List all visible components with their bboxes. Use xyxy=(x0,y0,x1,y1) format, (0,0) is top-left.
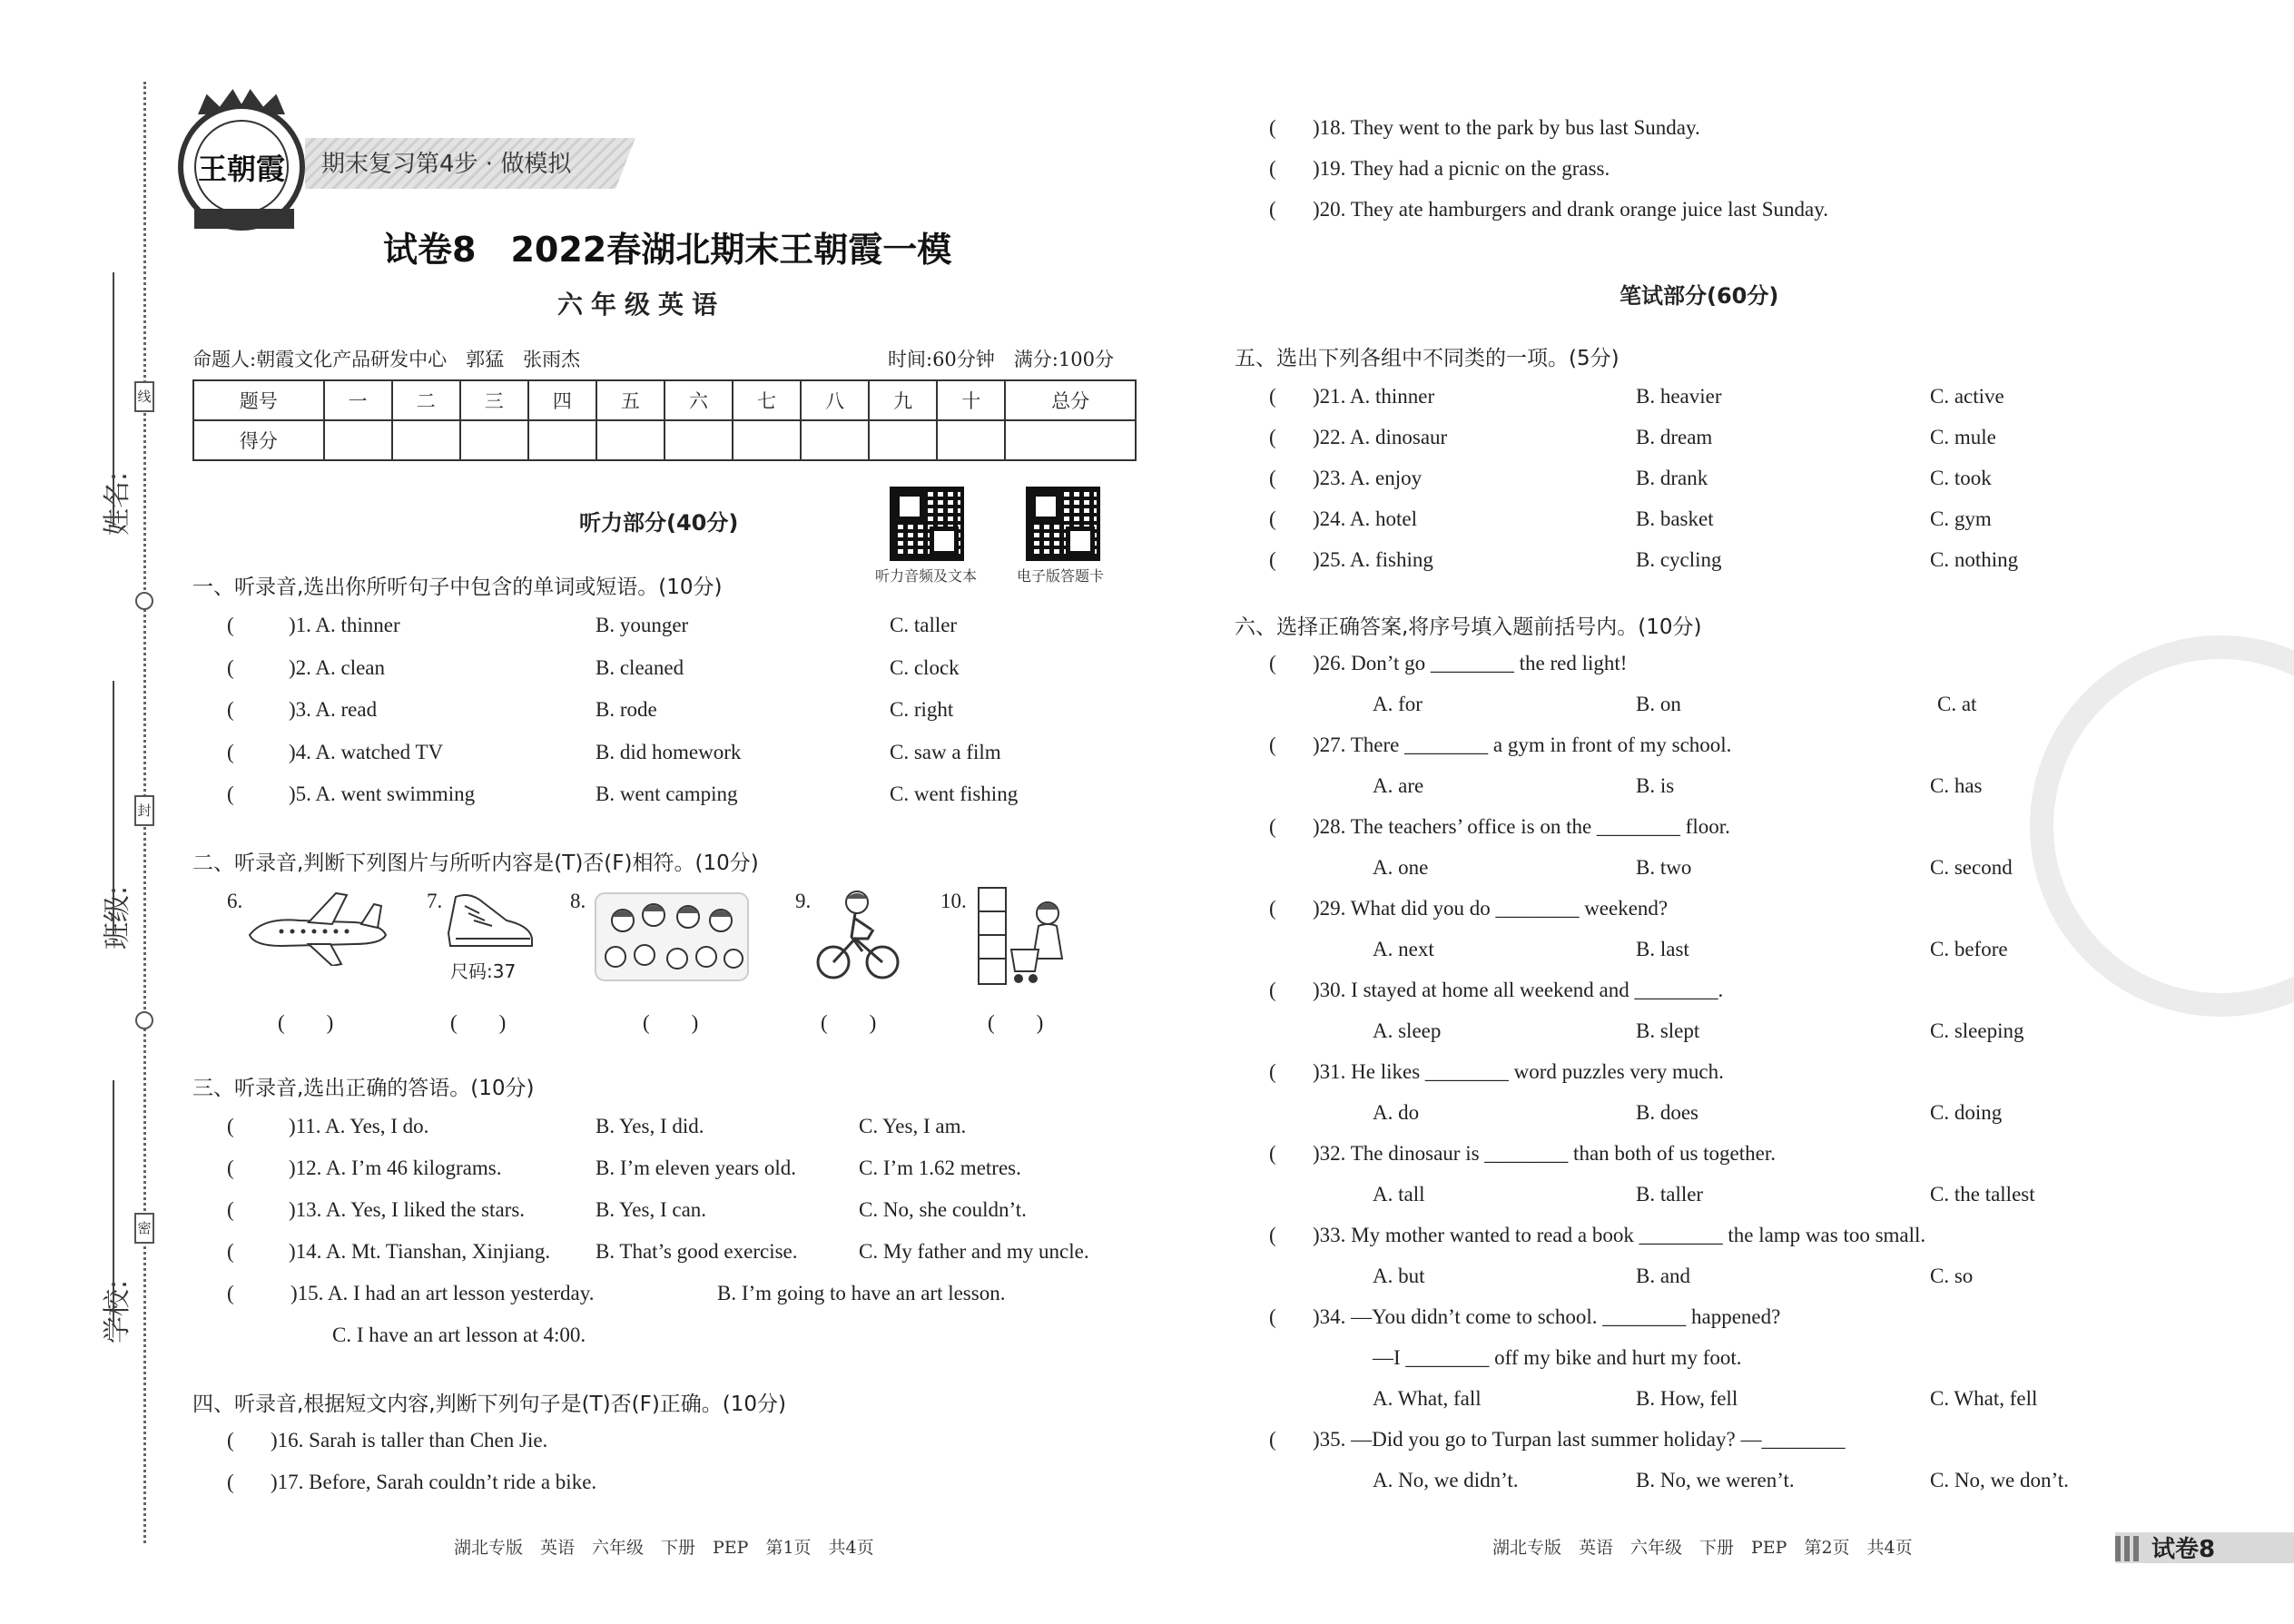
score-table-header-cell: 三 xyxy=(460,380,528,420)
score-entry-cell[interactable] xyxy=(324,420,392,460)
question-option-b: B. on xyxy=(1636,693,1681,715)
question-option-c: C. so xyxy=(1930,1265,1974,1287)
logo-text: 王朝霞 xyxy=(194,120,289,214)
classroom-people-picture xyxy=(594,890,750,982)
question-option-a: )12. A. I’m 46 kilograms. xyxy=(289,1156,502,1179)
question-option-b: B. dream xyxy=(1636,426,1713,448)
score-table-header-cell: 一 xyxy=(324,380,392,420)
answer-paren[interactable]: ( xyxy=(1269,979,1276,1001)
qr-caption-audio: 听力音频及文本 xyxy=(875,567,978,585)
question-stem: )30. I stayed at home all weekend and ________. xyxy=(1313,979,1724,1001)
answer-paren[interactable]: ( xyxy=(227,698,234,721)
score-entry-cell[interactable] xyxy=(937,420,1005,460)
answer-paren[interactable]: ( xyxy=(1269,815,1276,838)
question-option-a: )11. A. Yes, I do. xyxy=(289,1115,429,1137)
seal-mark-mi: 密 xyxy=(134,1213,154,1244)
time-line: 时间:60分钟 满分:100分 xyxy=(888,349,1114,370)
part4-title: 四、听录音,根据短文内容,判断下列句子是(T)否(F)正确。(10分) xyxy=(192,1393,787,1416)
boy-cycling-picture xyxy=(815,888,901,982)
answer-paren[interactable]: ( xyxy=(1269,897,1276,920)
picture-number-6: 6. xyxy=(227,890,243,912)
question-option-a: A. do xyxy=(1373,1101,1420,1124)
page-title: 试卷8 2022春湖北期末王朝霞一模 xyxy=(383,230,952,270)
question-option-b: B. cleaned xyxy=(596,655,684,679)
answer-paren[interactable]: ( xyxy=(1269,733,1276,756)
class-line xyxy=(113,681,114,935)
score-entry-cell[interactable] xyxy=(733,420,801,460)
class-label: 班级: xyxy=(102,885,133,950)
question-option-b: B. went camping xyxy=(596,782,738,805)
answer-paren[interactable]: ( xyxy=(227,1115,234,1137)
question-option-b: B. two xyxy=(1636,856,1692,879)
question-option-b: B. is xyxy=(1636,774,1675,797)
answer-paren[interactable]: ( xyxy=(1269,467,1276,489)
q15-option-c: C. I have an art lesson at 4:00. xyxy=(332,1324,586,1346)
answer-paren-34[interactable]: ( xyxy=(1269,1305,1276,1328)
answer-paren[interactable]: ( xyxy=(227,1156,234,1179)
question-option-c: C. nothing xyxy=(1930,548,2019,571)
statement-text: )16. Sarah is taller than Chen Jie. xyxy=(271,1429,548,1452)
question-option-b: B. heavier xyxy=(1636,385,1722,408)
question-option-c: C. I’m 1.62 metres. xyxy=(859,1156,1021,1179)
score-entry-cell[interactable] xyxy=(869,420,937,460)
score-entry-cell[interactable] xyxy=(801,420,869,460)
question-option-a: )13. A. Yes, I liked the stars. xyxy=(289,1198,526,1221)
answer-paren-7[interactable]: ( ) xyxy=(450,1011,507,1034)
question-option-a: A. for xyxy=(1373,693,1423,715)
q35-option-c: C. No, we don’t. xyxy=(1930,1469,2069,1491)
score-table-header-row xyxy=(193,380,1136,420)
school-line xyxy=(113,1080,114,1325)
seal-mark-xian: 线 xyxy=(134,381,154,412)
question-stem: )28. The teachers’ office is on the ________ floor. xyxy=(1313,815,1730,838)
question-option-b: B. taller xyxy=(1636,1183,1704,1206)
question-option-c: C. clock xyxy=(890,655,960,679)
question-option-a: )2. A. clean xyxy=(289,655,386,679)
answer-paren-9[interactable]: ( ) xyxy=(821,1011,877,1034)
q34-stem-reply: —I ________ off my bike and hurt my foot. xyxy=(1373,1346,1742,1369)
answer-paren[interactable]: ( xyxy=(227,740,234,763)
question-option-c: C. went fishing xyxy=(890,782,1019,805)
question-option-b: B. younger xyxy=(596,614,689,636)
q15-option-b: B. I’m going to have an art lesson. xyxy=(717,1282,1006,1304)
q34-option-b: B. How, fell xyxy=(1636,1387,1738,1410)
score-table-header-cell: 八 xyxy=(801,380,869,420)
question-option-c: C. took xyxy=(1930,467,1992,489)
footer-right: 湖北专版 英语 六年级 下册 PEP 第2页 共4页 xyxy=(1492,1538,1913,1558)
statement-text: )19. They had a picnic on the grass. xyxy=(1313,157,1610,180)
answer-paren[interactable]: ( xyxy=(227,1471,234,1493)
binding-hole xyxy=(135,1011,153,1029)
question-option-b: B. cycling xyxy=(1636,548,1722,571)
question-option-b: B. rode xyxy=(596,698,657,721)
question-option-a: )21. A. thinner xyxy=(1313,385,1435,408)
question-option-a: )1. A. thinner xyxy=(289,614,400,636)
watermark-seal-icon xyxy=(2030,635,2294,1017)
question-option-b: B. slept xyxy=(1636,1019,1700,1042)
score-table-header-cell: 题号 xyxy=(193,380,324,420)
question-option-c: C. saw a film xyxy=(890,740,1001,763)
q35-option-b: B. No, we weren’t. xyxy=(1636,1469,1795,1491)
question-option-c: C. the tallest xyxy=(1930,1183,2035,1206)
question-option-a: A. one xyxy=(1373,856,1429,879)
score-table-header-cell: 七 xyxy=(733,380,801,420)
question-option-b: B. does xyxy=(1636,1101,1698,1124)
answer-paren[interactable]: ( xyxy=(1269,652,1276,674)
question-option-a: A. next xyxy=(1373,938,1434,960)
answer-paren[interactable]: ( xyxy=(1269,426,1276,448)
question-option-a: A. sleep xyxy=(1373,1019,1442,1042)
question-option-a: )24. A. hotel xyxy=(1313,507,1417,530)
question-option-c: C. doing xyxy=(1930,1101,2003,1124)
answer-paren[interactable]: ( xyxy=(1269,157,1276,180)
question-option-a: A. tall xyxy=(1373,1183,1425,1206)
answer-paren[interactable]: ( xyxy=(227,655,234,679)
question-option-a: )22. A. dinosaur xyxy=(1313,426,1448,448)
score-table-header-cell: 九 xyxy=(869,380,937,420)
shoes-picture xyxy=(443,886,537,957)
question-stem: )32. The dinosaur is ________ than both of us together. xyxy=(1313,1142,1776,1165)
question-stem: )26. Don’t go ________ the red light! xyxy=(1313,652,1628,674)
answer-paren[interactable]: ( xyxy=(1269,198,1276,221)
score-entry-cell[interactable] xyxy=(596,420,665,460)
written-section-title: 笔试部分(60分) xyxy=(1620,283,1779,309)
question-stem: )31. He likes ________ word puzzles very much. xyxy=(1313,1060,1724,1083)
answer-paren-8[interactable]: ( ) xyxy=(643,1011,699,1034)
author-line: 命题人:朝霞文化产品研发中心 郭猛 张雨杰 xyxy=(192,349,581,370)
answer-paren[interactable]: ( xyxy=(1269,116,1276,139)
exam-tag-label: 试卷8 xyxy=(2151,1536,2216,1563)
answer-paren[interactable]: ( xyxy=(227,1198,234,1221)
logo-ribbon xyxy=(194,209,294,229)
question-option-b: B. did homework xyxy=(596,740,742,763)
name-line xyxy=(113,272,114,527)
score-entry-cell[interactable] xyxy=(528,420,596,460)
part2-title: 二、听录音,判断下列图片与所听内容是(T)否(F)相符。(10分) xyxy=(192,851,759,875)
binding-hole xyxy=(135,592,153,610)
score-table-score-row xyxy=(193,420,1136,460)
answer-paren-6[interactable]: ( ) xyxy=(278,1011,334,1034)
answer-paren-15[interactable]: ( xyxy=(227,1282,234,1304)
q34-option-c: C. What, fell xyxy=(1930,1387,2038,1410)
qr-code-audio[interactable] xyxy=(890,487,964,561)
question-option-c: C. sleeping xyxy=(1930,1019,2024,1042)
question-option-a: )4. A. watched TV xyxy=(289,740,444,763)
score-entry-cell[interactable] xyxy=(1005,420,1136,460)
question-option-b: B. That’s good exercise. xyxy=(596,1240,798,1263)
question-option-a: )25. A. fishing xyxy=(1313,548,1433,571)
question-stem: )27. There ________ a gym in front of my school. xyxy=(1313,733,1732,756)
question-option-c: C. My father and my uncle. xyxy=(859,1240,1089,1263)
question-option-b: B. Yes, I can. xyxy=(596,1198,707,1221)
question-option-c: C. active xyxy=(1930,385,2004,408)
question-option-c: C. mule xyxy=(1930,426,1996,448)
picture-number-7: 7. xyxy=(427,890,443,912)
name-label: 姓名: xyxy=(102,471,133,536)
question-option-a: )14. A. Mt. Tianshan, Xinjiang. xyxy=(289,1240,551,1263)
q15-option-a: )15. A. I had an art lesson yesterday. xyxy=(290,1282,595,1304)
score-table-header-cell: 总分 xyxy=(1005,380,1136,420)
footer-left: 湖北专版 英语 六年级 下册 PEP 第1页 共4页 xyxy=(454,1538,874,1558)
question-option-a: )3. A. read xyxy=(289,698,378,721)
answer-paren[interactable]: ( xyxy=(1269,1224,1276,1246)
score-table-header-cell: 六 xyxy=(665,380,733,420)
question-option-b: B. I’m eleven years old. xyxy=(596,1156,796,1179)
answer-paren[interactable]: ( xyxy=(227,1429,234,1452)
picture-number-9: 9. xyxy=(795,890,812,912)
question-option-c: C. right xyxy=(890,698,954,721)
question-option-c: C. No, she couldn’t. xyxy=(859,1198,1027,1221)
score-table xyxy=(192,379,1137,461)
answer-paren-10[interactable]: ( ) xyxy=(988,1011,1044,1034)
answer-paren[interactable]: ( xyxy=(1269,548,1276,571)
part1-title: 一、听录音,选出你所听句子中包含的单词或短语。(10分) xyxy=(192,576,723,599)
question-option-a: )23. A. enjoy xyxy=(1313,467,1423,489)
q34-option-a: A. What, fall xyxy=(1373,1387,1482,1410)
question-option-b: B. basket xyxy=(1636,507,1714,530)
answer-paren-35[interactable]: ( xyxy=(1269,1428,1276,1451)
question-option-c: C. Yes, I am. xyxy=(859,1115,967,1137)
listening-section-title: 听力部分(40分) xyxy=(579,510,739,536)
score-entry-cell[interactable] xyxy=(665,420,733,460)
statement-text: )18. They went to the park by bus last Sunday. xyxy=(1313,116,1700,139)
score-table-header-cell: 二 xyxy=(392,380,460,420)
score-table-header-cell: 十 xyxy=(937,380,1005,420)
answer-paren[interactable]: ( xyxy=(227,1240,234,1263)
statement-text: )20. They ate hamburgers and drank orange juice last Sunday. xyxy=(1313,198,1829,221)
question-option-c: C. at xyxy=(1937,693,1977,715)
question-option-a: )5. A. went swimming xyxy=(289,782,476,805)
question-option-a: A. are xyxy=(1373,774,1424,797)
question-option-b: B. Yes, I did. xyxy=(596,1115,704,1137)
q34-stem: )34. —You didn’t come to school. ________ happened? xyxy=(1313,1305,1781,1328)
q35-option-a: A. No, we didn’t. xyxy=(1373,1469,1519,1491)
question-option-c: C. before xyxy=(1930,938,2008,960)
exam-tag-dots-icon xyxy=(2115,1536,2141,1561)
question-stem: )29. What did you do ________ weekend? xyxy=(1313,897,1669,920)
question-option-c: C. taller xyxy=(890,614,958,636)
answer-paren[interactable]: ( xyxy=(1269,507,1276,530)
statement-text: )17. Before, Sarah couldn’t ride a bike. xyxy=(271,1471,597,1493)
school-label: 学校: xyxy=(102,1279,133,1343)
score-table-header-cell: 五 xyxy=(596,380,665,420)
score-table-row-label: 得分 xyxy=(193,420,324,460)
part3-title: 三、听录音,选出正确的答语。(10分) xyxy=(192,1077,535,1100)
qr-caption-answer-sheet: 电子版答题卡 xyxy=(1017,567,1105,585)
answer-paren[interactable]: ( xyxy=(227,782,234,805)
question-option-c: C. second xyxy=(1930,856,2013,879)
question-option-b: B. last xyxy=(1636,938,1689,960)
airplane-picture xyxy=(245,890,390,966)
picture-number-10: 10. xyxy=(940,890,967,912)
question-option-c: C. gym xyxy=(1930,507,1992,530)
answer-paren[interactable]: ( xyxy=(227,614,234,636)
seal-mark-feng: 封 xyxy=(134,795,154,826)
girl-shopping-picture xyxy=(975,886,1073,988)
page-subtitle: 六年级英语 xyxy=(557,290,726,320)
shoe-size-label: 尺码:37 xyxy=(450,960,517,982)
picture-number-8: 8. xyxy=(570,890,586,912)
qr-code-answer-sheet[interactable] xyxy=(1026,487,1100,561)
q35-stem: )35. —Did you go to Turpan last summer holiday? —________ xyxy=(1313,1428,1846,1451)
question-option-c: C. has xyxy=(1930,774,1983,797)
answer-paren[interactable]: ( xyxy=(1269,1142,1276,1165)
question-stem: )33. My mother wanted to read a book ________ the lamp was too small. xyxy=(1313,1224,1926,1246)
answer-paren[interactable]: ( xyxy=(1269,385,1276,408)
part6-title: 六、选择正确答案,将序号填入题前括号内。(10分) xyxy=(1235,615,1702,639)
step-banner-text: 期末复习第4步 · 做模拟 xyxy=(321,151,572,178)
score-entry-cell[interactable] xyxy=(460,420,528,460)
answer-paren[interactable]: ( xyxy=(1269,1060,1276,1083)
part5-title: 五、选出下列各组中不同类的一项。(5分) xyxy=(1235,347,1620,370)
score-table-header-cell: 四 xyxy=(528,380,596,420)
question-option-a: A. but xyxy=(1373,1265,1425,1287)
question-option-b: B. and xyxy=(1636,1265,1691,1287)
question-option-b: B. drank xyxy=(1636,467,1708,489)
score-entry-cell[interactable] xyxy=(392,420,460,460)
